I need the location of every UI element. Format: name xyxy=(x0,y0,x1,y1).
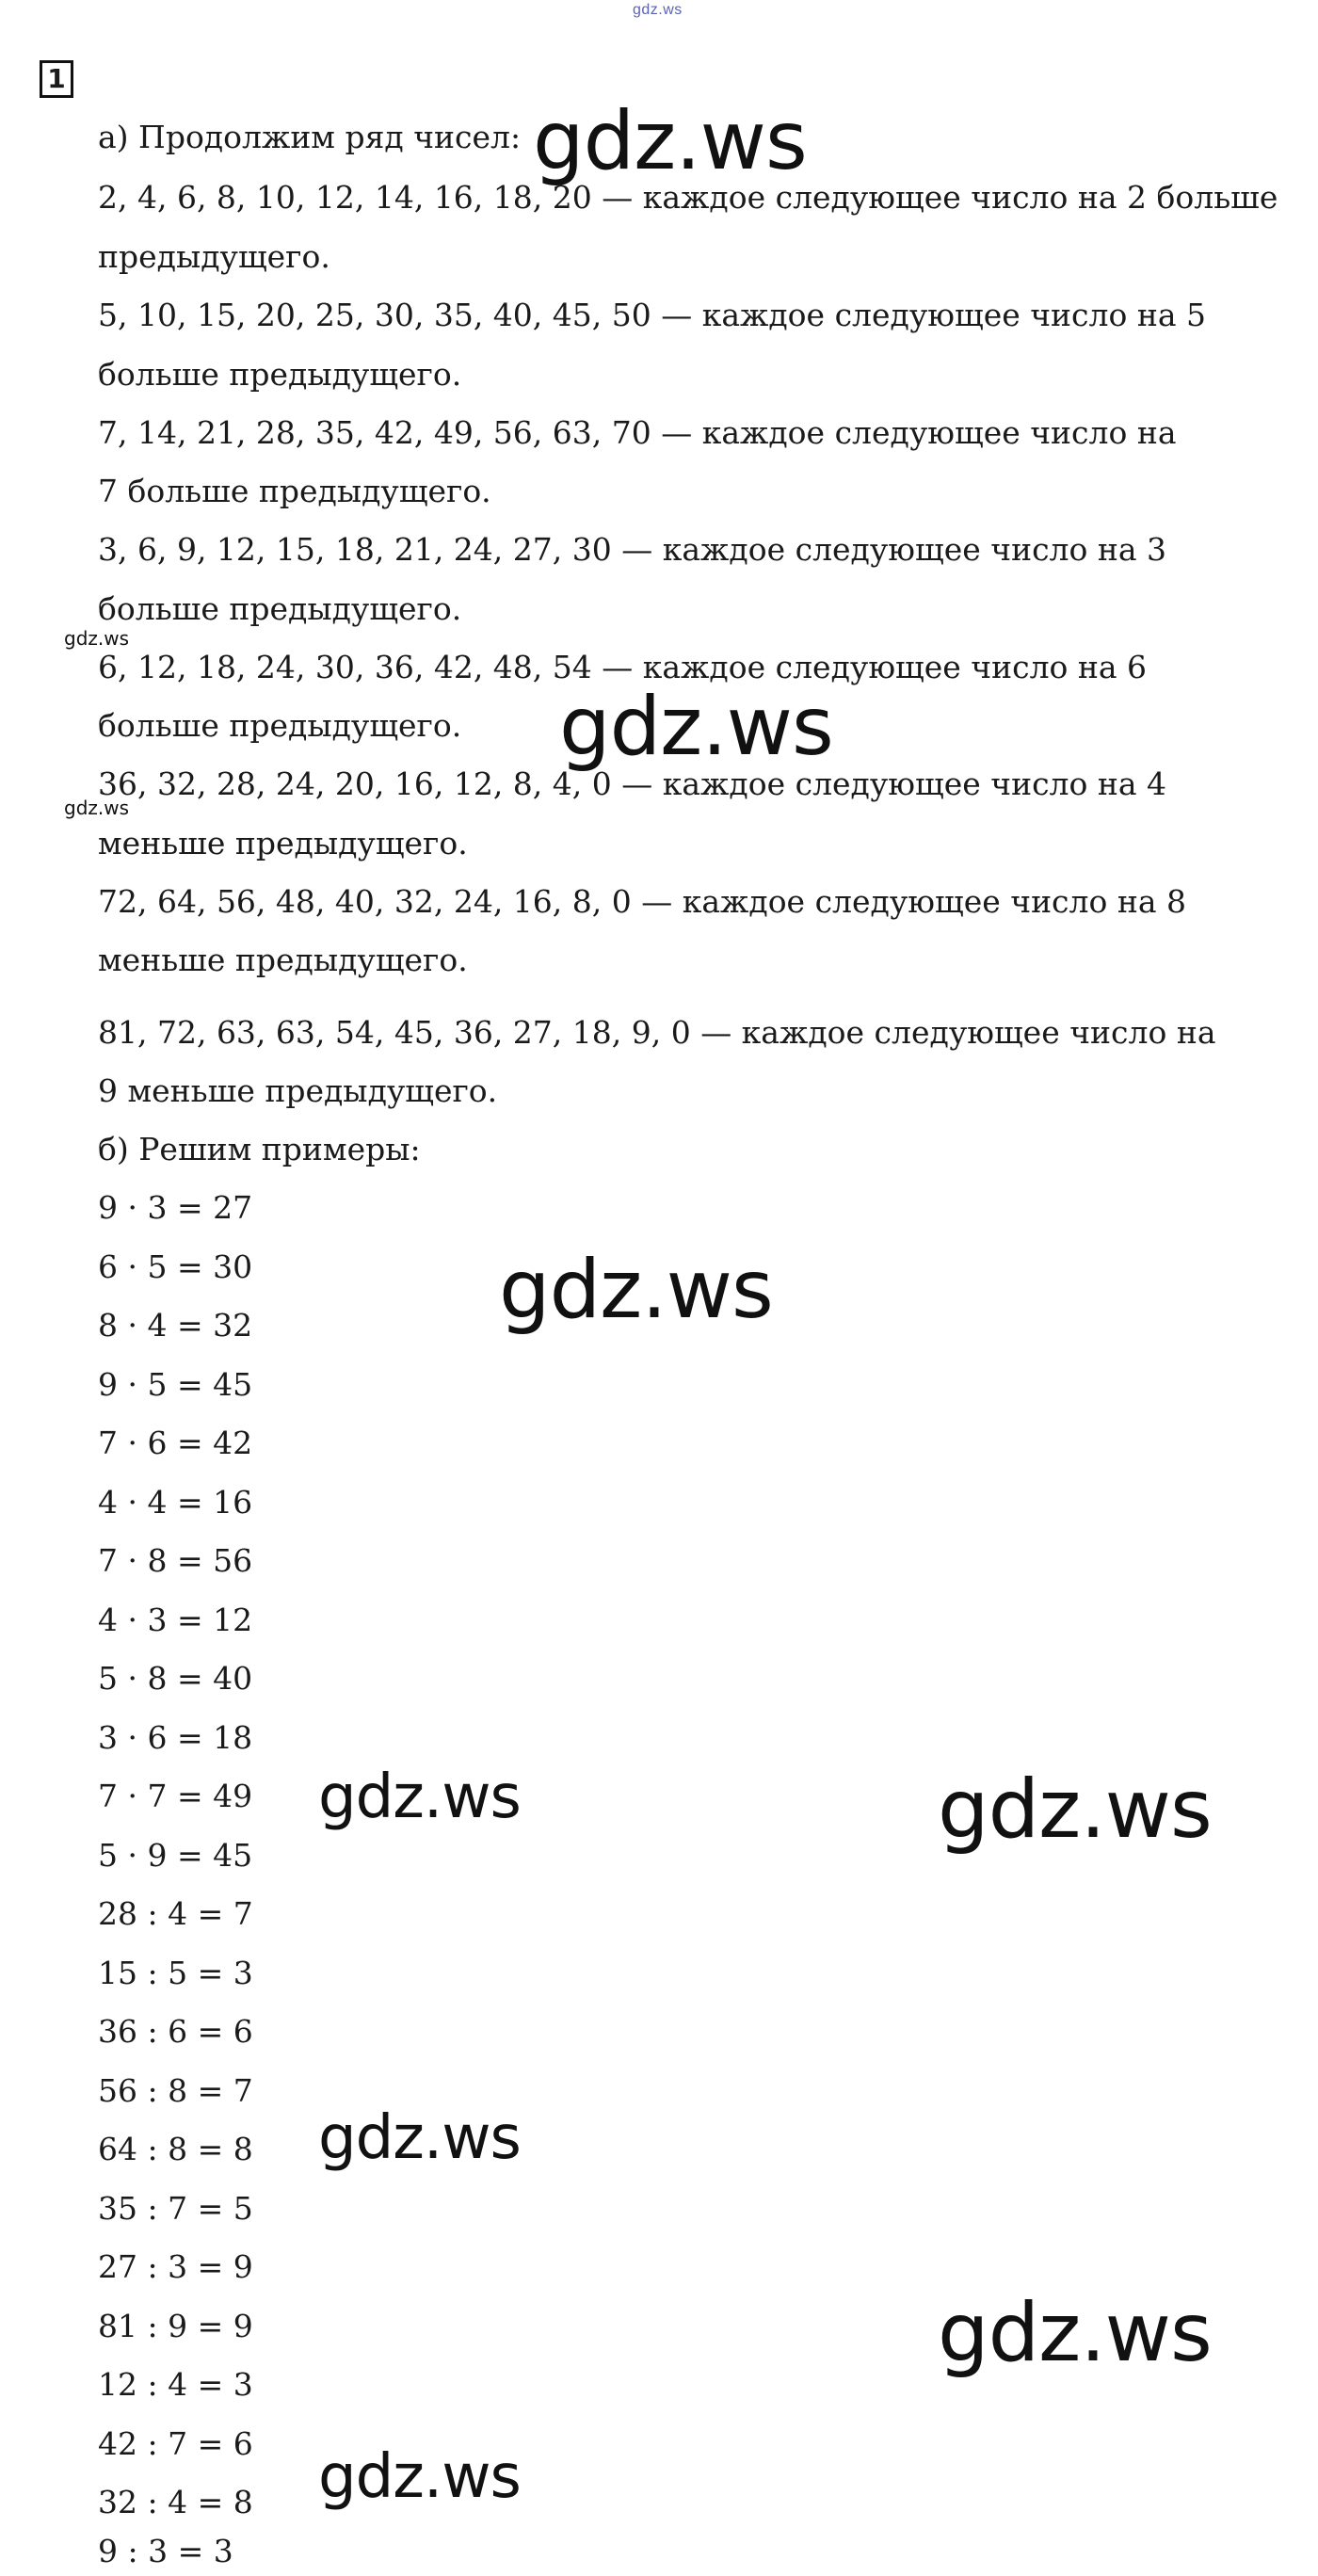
sequence-line: 5, 10, 15, 20, 25, 30, 35, 40, 45, 50 — каждое следующее число на 5 xyxy=(98,297,1207,333)
example-line: 64 : 8 = 8 xyxy=(98,2131,253,2167)
example-line: 36 : 6 = 6 xyxy=(98,2013,253,2050)
watermark: gdz.ws xyxy=(499,1243,773,1337)
part-b-title: б) Решим примеры: xyxy=(98,1131,421,1167)
example-line: 3 · 6 = 18 xyxy=(98,1719,253,1756)
sequence-line: 7 больше предыдущего. xyxy=(98,473,491,509)
example-line: 7 · 7 = 49 xyxy=(98,1778,253,1814)
exercise-number: 1 xyxy=(40,60,73,98)
example-line: 4 · 3 = 12 xyxy=(98,1602,253,1638)
example-line: 8 · 4 = 32 xyxy=(98,1307,253,1344)
sequence-line: предыдущего. xyxy=(98,238,330,275)
sequence-line: 7, 14, 21, 28, 35, 42, 49, 56, 63, 70 — каждое следующее число на xyxy=(98,414,1177,451)
example-line: 32 : 4 = 8 xyxy=(98,2484,253,2520)
example-line: 9 : 3 = 3 xyxy=(98,2533,233,2569)
example-line: 7 · 8 = 56 xyxy=(98,1542,253,1579)
watermark: gdz.ws xyxy=(533,94,807,188)
watermark: gdz.ws xyxy=(938,2286,1212,2380)
example-line: 4 · 4 = 16 xyxy=(98,1484,253,1521)
watermark: gdz.ws xyxy=(318,2103,521,2173)
sequence-line: меньше предыдущего. xyxy=(98,825,468,861)
example-line: 5 · 8 = 40 xyxy=(98,1660,253,1697)
part-a-title: а) Продолжим ряд чисел: xyxy=(98,119,522,155)
example-line: 15 : 5 = 3 xyxy=(98,1955,253,1991)
example-line: 9 · 5 = 45 xyxy=(98,1366,253,1403)
example-line: 6 · 5 = 30 xyxy=(98,1248,253,1285)
watermark: gdz.ws xyxy=(318,1763,521,1832)
watermark: gdz.ws xyxy=(938,1763,1212,1857)
sequence-line: 9 меньше предыдущего. xyxy=(98,1072,498,1109)
example-line: 42 : 7 = 6 xyxy=(98,2425,253,2462)
sequence-line: меньше предыдущего. xyxy=(98,942,468,978)
sequence-line: больше предыдущего. xyxy=(98,707,462,744)
example-line: 81 : 9 = 9 xyxy=(98,2308,253,2344)
sequence-line: 2, 4, 6, 8, 10, 12, 14, 16, 18, 20 — каждое следующее число на 2 больше xyxy=(98,179,1278,216)
watermark: gdz.ws xyxy=(64,797,130,819)
sequence-line: больше предыдущего. xyxy=(98,356,462,393)
watermark: gdz.ws xyxy=(64,627,130,650)
header-watermark: gdz.ws xyxy=(633,2,683,18)
example-line: 7 · 6 = 42 xyxy=(98,1425,253,1461)
example-line: 56 : 8 = 7 xyxy=(98,2072,253,2109)
sequence-line: 72, 64, 56, 48, 40, 32, 24, 16, 8, 0 — каждое следующее число на 8 xyxy=(98,883,1187,920)
example-line: 35 : 7 = 5 xyxy=(98,2190,253,2227)
sequence-line: 81, 72, 63, 63, 54, 45, 36, 27, 18, 9, 0 — каждое следующее число на xyxy=(98,1014,1216,1051)
example-line: 5 · 9 = 45 xyxy=(98,1837,253,1874)
example-line: 27 : 3 = 9 xyxy=(98,2248,253,2285)
sequence-line: больше предыдущего. xyxy=(98,590,462,627)
watermark: gdz.ws xyxy=(318,2442,521,2512)
watermark: gdz.ws xyxy=(559,680,833,774)
sequence-line: 3, 6, 9, 12, 15, 18, 21, 24, 27, 30 — каждое следующее число на 3 xyxy=(98,531,1167,568)
example-line: 12 : 4 = 3 xyxy=(98,2366,253,2403)
sequence-line: 36, 32, 28, 24, 20, 16, 12, 8, 4, 0 — каждое следующее число на 4 xyxy=(98,765,1167,802)
example-line: 28 : 4 = 7 xyxy=(98,1895,253,1932)
sequence-line: 6, 12, 18, 24, 30, 36, 42, 48, 54 — каждое следующее число на 6 xyxy=(98,649,1148,685)
example-line: 9 · 3 = 27 xyxy=(98,1189,253,1226)
